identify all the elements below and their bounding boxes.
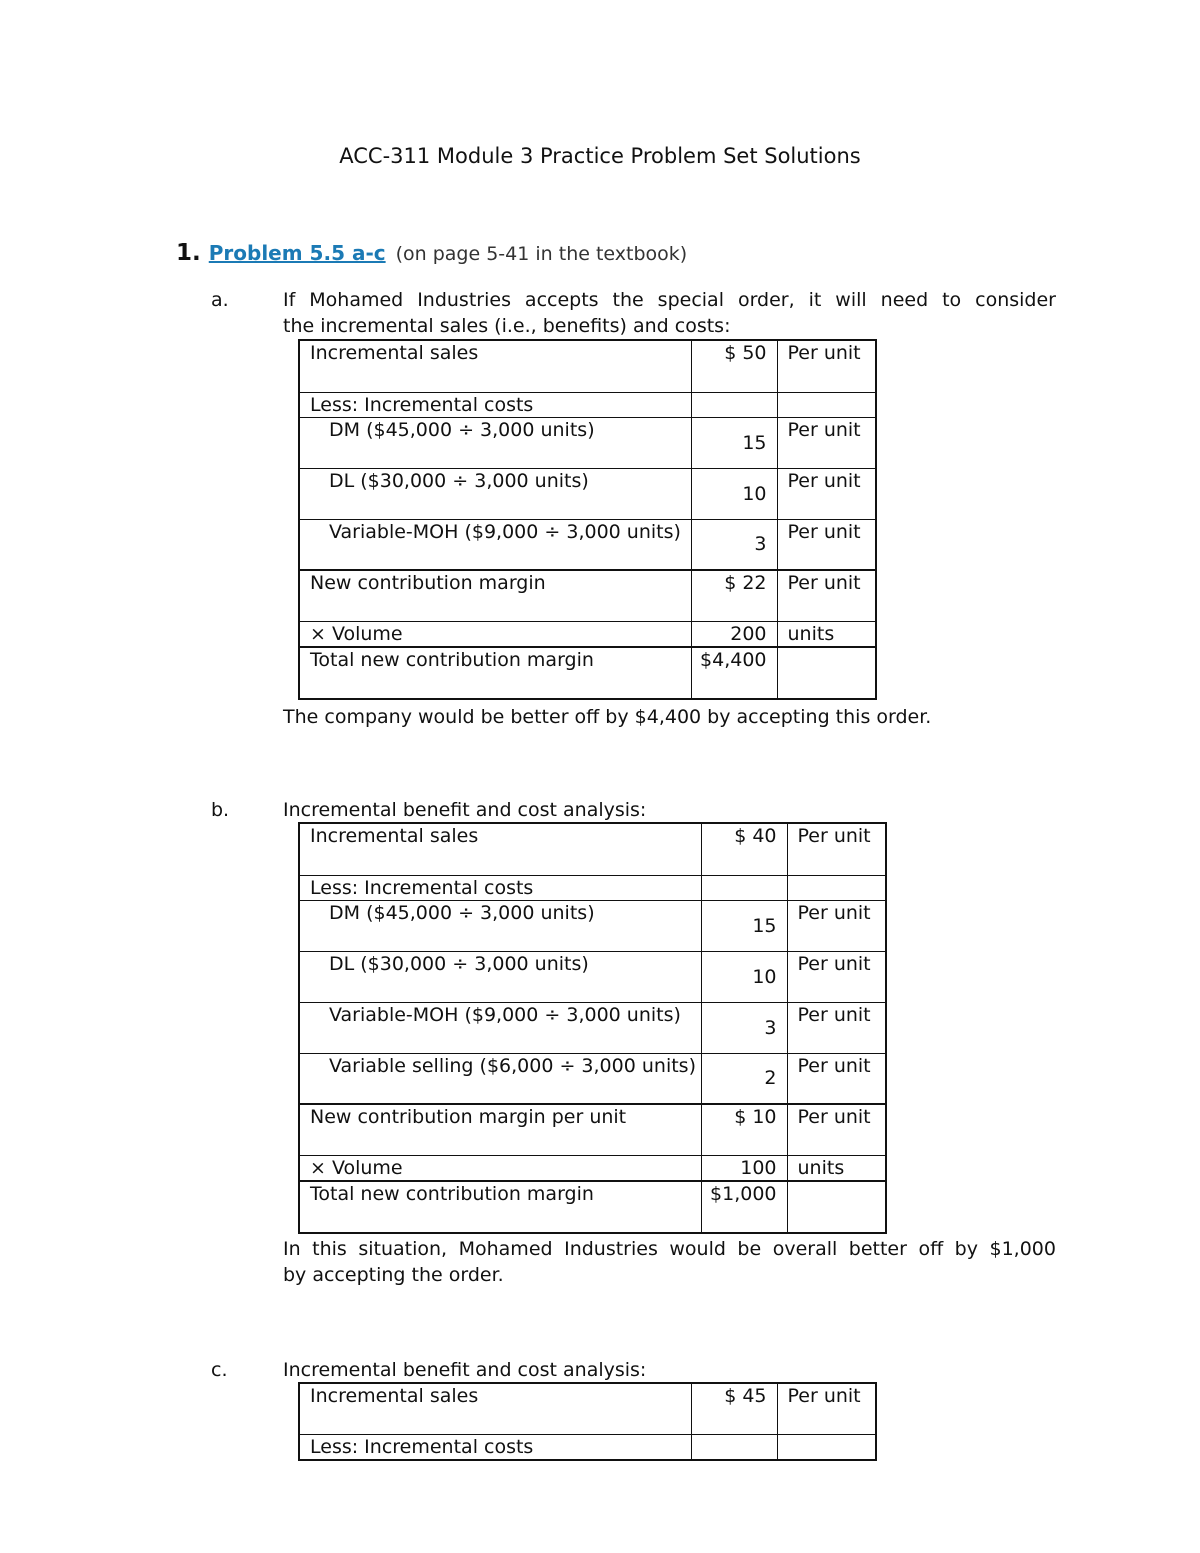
row-label: DL ($30,000 ÷ 3,000 units) (299, 951, 701, 1002)
row-unit: Per unit (787, 1104, 886, 1155)
table-row (299, 621, 876, 647)
row-unit: Per unit (777, 468, 876, 519)
table-row (299, 468, 876, 519)
part-b-intro: Incremental benefit and cost analysis: (283, 799, 647, 821)
row-label: × Volume (299, 621, 691, 647)
problem-note: (on page 5-41 in the textbook) (395, 243, 688, 265)
row-amount: $ 10 (701, 1104, 787, 1155)
row-amount: $ 40 (701, 823, 787, 875)
table-row (299, 1155, 886, 1181)
row-amount: 100 (701, 1155, 787, 1181)
row-unit: units (777, 621, 876, 647)
part-c-intro: Incremental benefit and cost analysis: (283, 1359, 647, 1381)
row-unit: Per unit (777, 340, 876, 392)
row-label: Incremental sales (299, 340, 691, 392)
row-label: Variable-MOH ($9,000 ÷ 3,000 units) (299, 1002, 701, 1053)
row-label: Incremental sales (299, 1383, 691, 1434)
table-row (299, 951, 886, 1002)
part-a-intro-line1: If Mohamed Industries accepts the special order, it will need to consider (283, 289, 1056, 311)
row-label: Variable-MOH ($9,000 ÷ 3,000 units) (299, 519, 691, 570)
row-label: × Volume (299, 1155, 701, 1181)
table-row (299, 1181, 886, 1233)
row-unit: units (787, 1155, 886, 1181)
part-b-table (298, 822, 887, 1234)
part-a-intro-line2: the incremental sales (i.e., benefits) and costs: (283, 315, 731, 337)
row-label: New contribution margin per unit (299, 1104, 701, 1155)
row-amount (701, 875, 787, 900)
row-amount (691, 392, 777, 417)
part-c-table (298, 1382, 877, 1461)
part-a-marker: a. (211, 289, 229, 311)
row-unit (787, 875, 886, 900)
row-label: Less: Incremental costs (299, 392, 691, 417)
row-amount: 3 (691, 519, 777, 570)
row-label: Incremental sales (299, 823, 701, 875)
table-row (299, 519, 876, 570)
row-label: Variable selling ($6,000 ÷ 3,000 units) (299, 1053, 701, 1104)
row-unit: Per unit (777, 570, 876, 621)
row-unit (777, 1434, 876, 1460)
row-amount: 2 (701, 1053, 787, 1104)
table-row (299, 570, 876, 621)
table-row (299, 392, 876, 417)
table-row (299, 1104, 886, 1155)
table-row (299, 1383, 876, 1434)
row-amount: $ 45 (691, 1383, 777, 1434)
table-row (299, 900, 886, 951)
table-row (299, 340, 876, 392)
row-label: Less: Incremental costs (299, 875, 701, 900)
document-title: ACC-311 Module 3 Practice Problem Set Solutions (339, 144, 861, 168)
row-amount: 10 (701, 951, 787, 1002)
row-unit: Per unit (787, 823, 886, 875)
row-amount: 15 (701, 900, 787, 951)
part-c-marker: c. (211, 1359, 228, 1381)
row-amount: $ 50 (691, 340, 777, 392)
part-b-marker: b. (211, 799, 230, 821)
row-unit: Per unit (787, 1053, 886, 1104)
row-amount: $1,000 (701, 1181, 787, 1233)
part-b-conclusion-line2: by accepting the order. (283, 1264, 504, 1286)
row-unit: Per unit (777, 519, 876, 570)
row-amount: 15 (691, 417, 777, 468)
problem-heading (176, 238, 687, 269)
part-a-table (298, 339, 877, 700)
row-label: New contribution margin (299, 570, 691, 621)
row-amount: 10 (691, 468, 777, 519)
row-amount (691, 1434, 777, 1460)
row-unit (777, 647, 876, 699)
problem-link[interactable]: Problem 5.5 a-c (208, 241, 386, 265)
row-label: DM ($45,000 ÷ 3,000 units) (299, 900, 701, 951)
row-unit: Per unit (777, 417, 876, 468)
row-amount: 3 (701, 1002, 787, 1053)
row-amount: $ 22 (691, 570, 777, 621)
table-row (299, 1434, 876, 1460)
row-unit: Per unit (787, 951, 886, 1002)
row-label: Total new contribution margin (299, 647, 691, 699)
table-row (299, 1053, 886, 1104)
row-unit: Per unit (777, 1383, 876, 1434)
row-label: DM ($45,000 ÷ 3,000 units) (299, 417, 691, 468)
table-row (299, 647, 876, 699)
row-unit (787, 1181, 886, 1233)
row-label: Less: Incremental costs (299, 1434, 691, 1460)
row-unit (777, 392, 876, 417)
row-label: DL ($30,000 ÷ 3,000 units) (299, 468, 691, 519)
row-amount: $4,400 (691, 647, 777, 699)
part-b-conclusion-line1: In this situation, Mohamed Industries would be overall better off by $1,000 (283, 1238, 1056, 1260)
table-row (299, 875, 886, 900)
row-unit: Per unit (787, 1002, 886, 1053)
table-row (299, 823, 886, 875)
table-row (299, 417, 876, 468)
row-label: Total new contribution margin (299, 1181, 701, 1233)
part-a-conclusion: The company would be better off by $4,400 by accepting this order. (283, 706, 932, 728)
row-unit: Per unit (787, 900, 886, 951)
table-row (299, 1002, 886, 1053)
row-amount: 200 (691, 621, 777, 647)
problem-number: 1. (176, 240, 201, 266)
